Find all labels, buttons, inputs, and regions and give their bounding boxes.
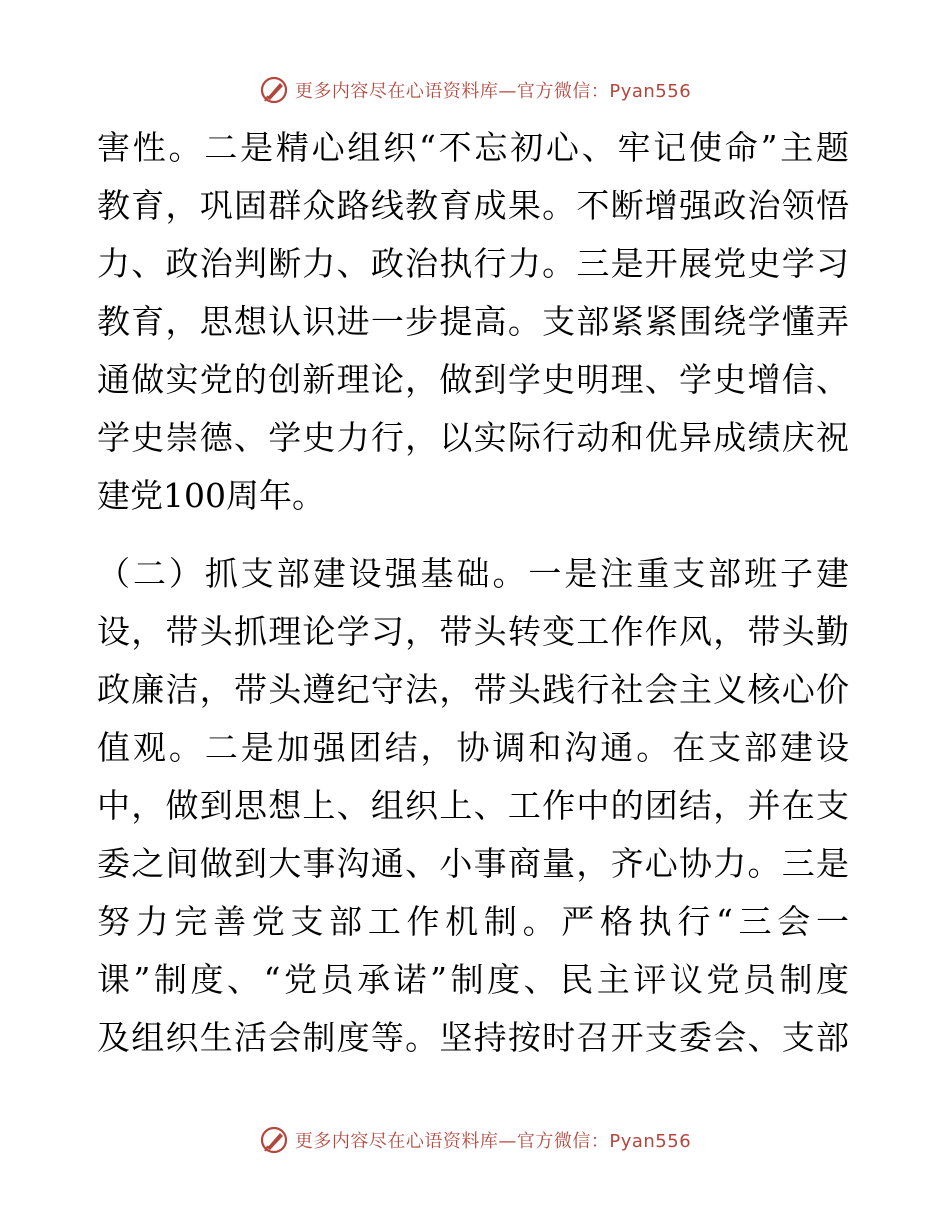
text-line: 政廉洁，带头遵纪守法，带头践行社会主义核心价 [97,670,849,709]
text-line: 努力完善党支部工作机制。严格执行“三会一 [97,902,849,941]
paragraph-gap [97,525,849,545]
paragraph-2 [97,545,849,1067]
text-line: 课”制度、“党员承诺”制度、民主评议党员制度 [97,960,849,999]
text-line: 设，带头抓理论学习，带头转变工作作风，带头勤 [97,612,849,651]
text-line: 力、政治判断力、政治执行力。三是开展党史学习 [97,244,849,283]
header-banner [0,70,950,110]
document-body [97,119,849,1067]
text-line: （二）抓支部建设强基础。一是注重支部班子建 [97,554,849,593]
text-line: 委之间做到大事沟通、小事商量，齐心协力。三是 [97,844,849,883]
text-line: 建党100周年。 [97,476,325,515]
footer-banner [0,1120,950,1160]
text-line: 学史崇德、学史力行，以实际行动和优异成绩庆祝 [97,418,849,457]
text-line: 及组织生活会制度等。坚持按时召开支委会、支部 [97,1018,849,1057]
footer-banner-text: 更多内容尽在心语资料库—官方微信：Pyan556 [294,1131,692,1152]
text-line: 值观。二是加强团结，协调和沟通。在支部建设 [97,728,849,767]
quill-pen-icon [259,75,289,105]
paragraph-1 [97,119,849,525]
text-line: 中，做到思想上、组织上、工作中的团结，并在支 [97,786,849,825]
text-line: 害性。二是精心组织“不忘初心、牢记使命”主题 [97,128,849,167]
text-line: 教育，巩固群众路线教育成果。不断增强政治领悟 [97,186,849,225]
quill-pen-icon [259,1125,289,1155]
header-banner-text: 更多内容尽在心语资料库—官方微信：Pyan556 [294,81,692,102]
text-line: 教育，思想认识进一步提高。支部紧紧围绕学懂弄 [97,302,849,341]
text-line: 通做实党的创新理论，做到学史明理、学史增信、 [97,360,849,399]
